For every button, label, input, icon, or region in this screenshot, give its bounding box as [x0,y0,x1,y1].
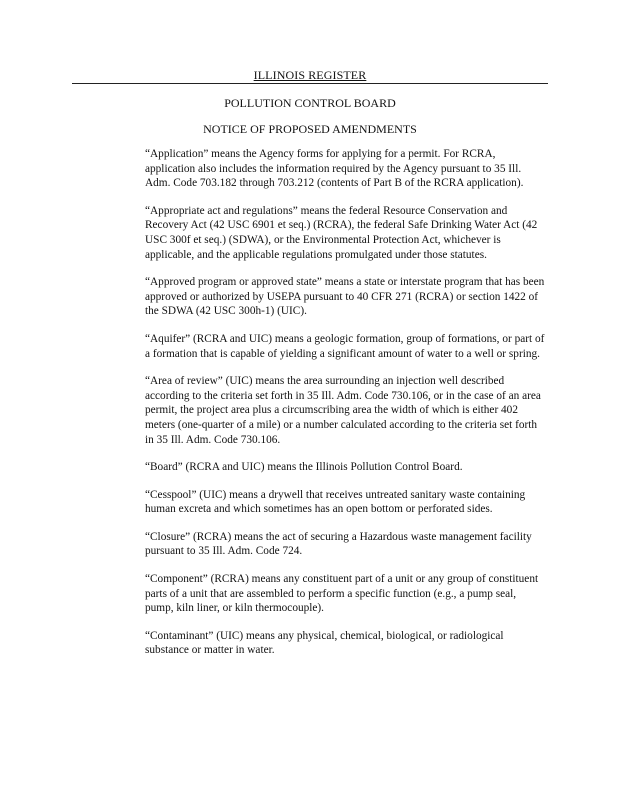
board-heading: POLLUTION CONTROL BOARD [224,96,396,110]
definition-appropriate-act: “Appropriate act and regulations” means the federal Resource Conservation and Recovery Act (42 USC 6901 et seq.) (RCRA), the federal Safe Drinking Water Act (42 USC 300f et seq.) (SDWA), or the Environmental Protection Act, whichever is applicable, and the applicable regulations promulgated under those statutes. [145,204,538,261]
definition-application: “Application” means the Agency forms for applying for a permit. For RCRA, application also includes the information required by the Agency pursuant to 35 Ill. Adm. Code 703.182 through 703.212 (contents of Part B of the RCRA application). [145,148,524,190]
definitions-list [145,147,545,671]
header-rule [72,83,548,84]
definition-aquifer: “Aquifer” (RCRA and UIC) means a geologic formation, group of formations, or part of a formation that is capable of yielding a significant amount of water to a well or spring. [145,332,545,360]
register-heading-text: ILLINOIS REGISTER [253,68,367,82]
definition-approved-program: “Approved program or approved state” means a state or interstate program that has been approved or authorized by USEPA pursuant to 40 CFR 271 (RCRA) or section 1422 of the SDWA (42 USC 300h-1) (UIC). [145,276,545,318]
definition-contaminant: “Contaminant” (UIC) means any physical, chemical, biological, or radiological substance or matter in water. [145,629,504,657]
definition-area-of-review: “Area of review” (UIC) means the area surrounding an injection well described according to the criteria set forth in 35 Ill. Adm. Code 730.106, or in the case of an area permit, the project area plus a circumscribing area the width of which is either 402 meters (one-quarter of a mile) or a number calculated according to the criteria set forth in 35 Ill. Adm. Code 730.106. [145,375,541,446]
definition-board: “Board” (RCRA and UIC) means the Illinois Pollution Control Board. [145,461,463,474]
notice-heading: NOTICE OF PROPOSED AMENDMENTS [203,122,417,136]
definition-closure: “Closure” (RCRA) means the act of securing a Hazardous waste management facility pursuant to 35 Ill. Adm. Code 724. [145,530,532,558]
register-heading [72,68,548,83]
definition-component: “Component” (RCRA) means any constituent part of a unit or any group of constituent parts of a unit that are assembled to perform a specific function (e.g., a pump seal, pump, kiln liner, or kiln thermocouple). [145,573,539,615]
definition-cesspool: “Cesspool” (UIC) means a drywell that receives untreated sanitary waste containing human excreta and which sometimes has an open bottom or perforated sides. [145,488,526,516]
